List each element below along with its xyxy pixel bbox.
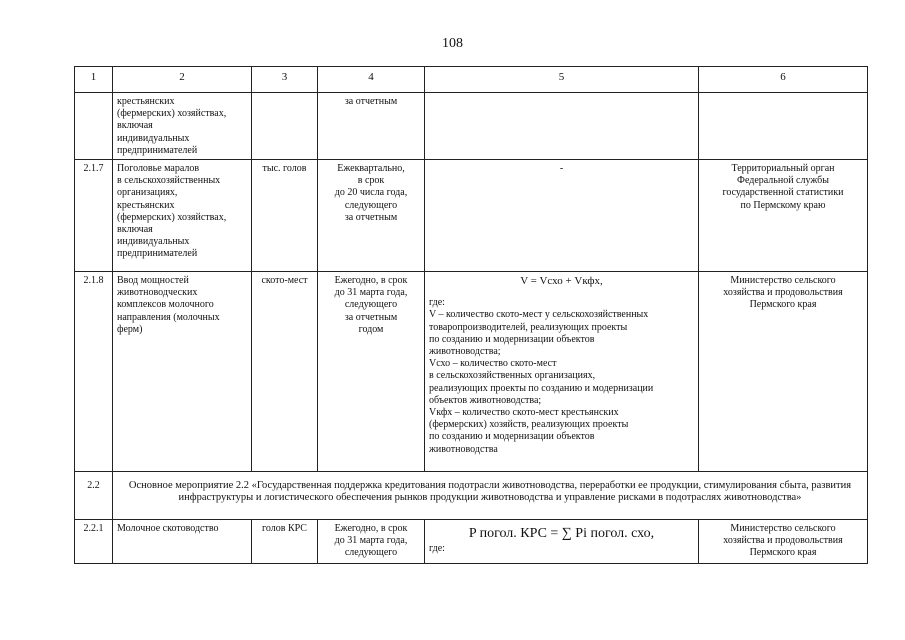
table-row bbox=[75, 272, 868, 472]
header-cell: 5 bbox=[425, 67, 699, 93]
page-number: 108 bbox=[442, 36, 463, 51]
period: Ежегодно, в срок до 31 марта года, следующего за отчетным годом bbox=[318, 272, 425, 472]
period: Ежегодно, в срок до 31 марта года, следующего bbox=[318, 520, 425, 564]
period: за отчетным bbox=[318, 93, 425, 160]
row-number bbox=[75, 93, 113, 160]
header-cell: 3 bbox=[252, 67, 318, 93]
method bbox=[425, 93, 699, 160]
header-cell: 1 bbox=[75, 67, 113, 93]
header-cell: 2 bbox=[113, 67, 252, 93]
row-number: 2.1.7 bbox=[75, 160, 113, 272]
indicator-name: крестьянских (фермерских) хозяйствах, включая индивидуальных предпринимателей bbox=[113, 93, 252, 160]
unit: ското-мест bbox=[252, 272, 318, 472]
indicator-name: Ввод мощностей животноводческих комплексов молочного направления (молочных ферм) bbox=[113, 272, 252, 472]
source: Территориальный орган Федеральной службы государственной статистики по Пермскому краю bbox=[699, 160, 868, 272]
header-cell: 6 bbox=[699, 67, 868, 93]
source: Министерство сельского хозяйства и продовольствия Пермского края bbox=[699, 272, 868, 472]
method: где: V – количество ското-мест у сельскохозяйственных товаропроизводителей, реализующих проекты по созданию и модернизации объектов животноводства; Vсхо – количество ското-мест в сельскохозяйственных организациях, реализующих проекты по созданию и модернизации объектов животноводства; Vкфх – количество ското-мест крестьянских (фермерских) хозяйств, реализующих проекты по созданию и модернизации объектов животноводства bbox=[429, 297, 654, 455]
unit: голов КРС bbox=[252, 520, 318, 564]
indicator-name: Поголовье маралов в сельскохозяйственных организациях, крестьянских (фермерских) хозяйствах, включая индивидуальных предпринимателей bbox=[113, 160, 252, 272]
method-cell bbox=[425, 272, 699, 472]
indicator-table bbox=[74, 66, 868, 564]
unit: тыс. голов bbox=[252, 160, 318, 272]
section-row bbox=[75, 472, 868, 520]
period: Ежеквартально, в срок до 20 числа года, следующего за отчетным bbox=[318, 160, 425, 272]
row-number: 2.2.1 bbox=[75, 520, 113, 564]
header-row bbox=[75, 67, 868, 93]
method: - bbox=[425, 160, 699, 272]
table-row bbox=[75, 160, 868, 272]
table-row bbox=[75, 520, 868, 564]
source bbox=[699, 93, 868, 160]
method-cell bbox=[425, 520, 699, 564]
section-title: Основное мероприятие 2.2 «Государственная поддержка кредитования подотрасли животноводства, переработки ее продукции, стимулирования сбыта, развития инфраструктуры и логистического обеспечения рынков продукции животноводства и управление рисками в подотраслях животноводства» bbox=[113, 472, 868, 520]
unit bbox=[252, 93, 318, 160]
indicator-name: Молочное скотоводство bbox=[113, 520, 252, 564]
formula: P погол. КРС = ∑ Pi погол. схо, bbox=[468, 526, 655, 542]
method: где: bbox=[429, 543, 445, 555]
row-number: 2.1.8 bbox=[75, 272, 113, 472]
section-number: 2.2 bbox=[75, 472, 113, 520]
formula: V = Vсхо + Vкфх, bbox=[520, 275, 603, 288]
table-row bbox=[75, 93, 868, 160]
header-cell: 4 bbox=[318, 67, 425, 93]
source: Министерство сельского хозяйства и продовольствия Пермского края bbox=[699, 520, 868, 564]
